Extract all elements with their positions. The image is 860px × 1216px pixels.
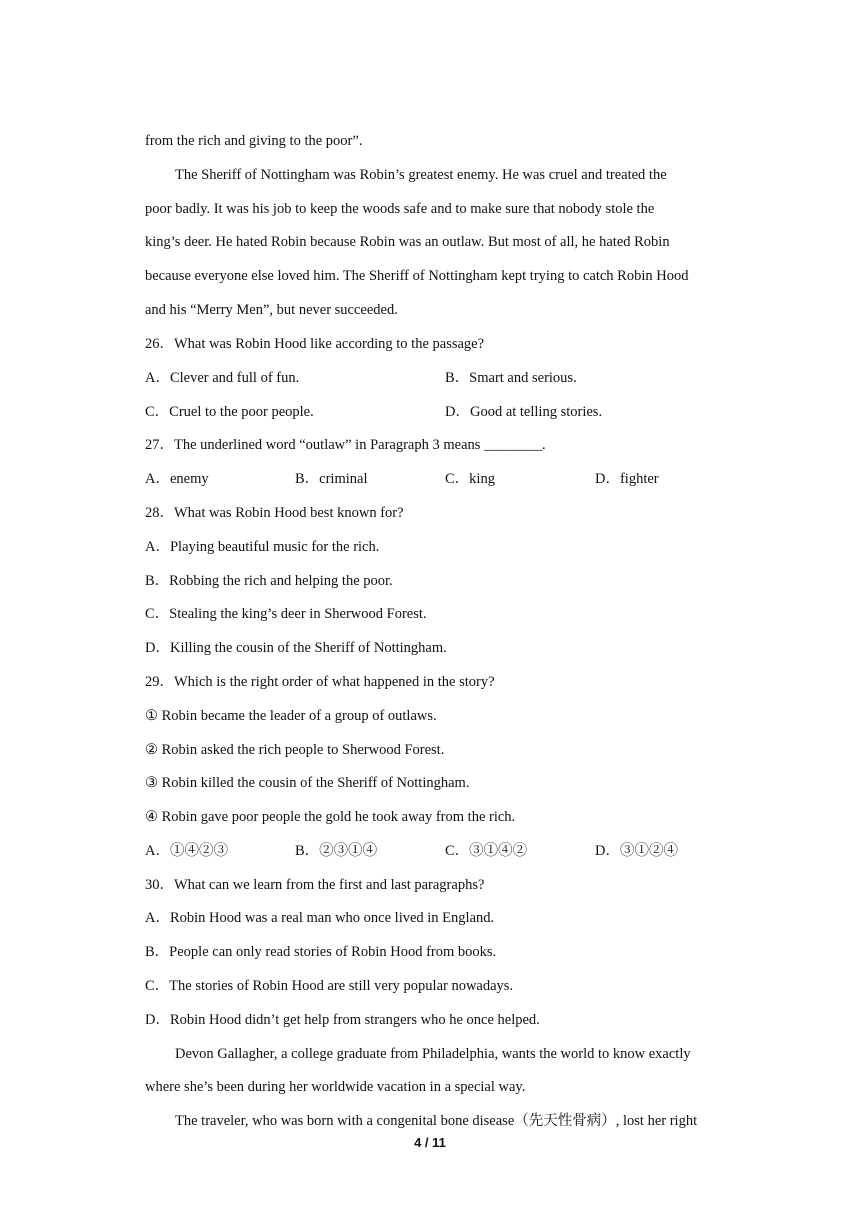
q27-option-b: B．criminal bbox=[295, 471, 368, 487]
q27-option-c: C．king bbox=[445, 471, 495, 487]
question-26-stem: 26．What was Robin Hood like according to the passage? bbox=[145, 336, 485, 352]
q29-event-2: ② Robin asked the rich people to Sherwood Forest. bbox=[145, 742, 445, 758]
q26-option-c: C．Cruel to the poor people. bbox=[145, 404, 314, 420]
paragraph-line: Devon Gallagher, a college graduate from Philadelphia, wants the world to know exactly bbox=[175, 1046, 691, 1062]
q30-option-a: A．Robin Hood was a real man who once lived in England. bbox=[145, 910, 495, 926]
q29-option-d: D．③①②④ bbox=[595, 843, 678, 859]
q30-option-d: D．Robin Hood didn’t get help from strangers who he once helped. bbox=[145, 1012, 540, 1028]
paragraph-line: The traveler, who was born with a congenital bone disease（先天性骨病）, lost her right bbox=[175, 1113, 698, 1129]
passage-continued-line: from the rich and giving to the poor”. bbox=[145, 133, 363, 149]
question-28-stem: 28．What was Robin Hood best known for? bbox=[145, 505, 404, 521]
q29-event-4: ④ Robin gave poor people the gold he took away from the rich. bbox=[145, 809, 516, 825]
q30-option-c: C．The stories of Robin Hood are still very popular nowadays. bbox=[145, 978, 514, 994]
q29-option-b: B．②③①④ bbox=[295, 843, 378, 859]
question-29-stem: 29．Which is the right order of what happened in the story? bbox=[145, 674, 495, 690]
paragraph-line: king’s deer. He hated Robin because Robin was an outlaw. But most of all, he hated Robin bbox=[145, 234, 670, 250]
question-30-stem: 30．What can we learn from the first and last paragraphs? bbox=[145, 877, 485, 893]
q30-option-b: B．People can only read stories of Robin Hood from books. bbox=[145, 944, 497, 960]
q29-event-3: ③ Robin killed the cousin of the Sheriff of Nottingham. bbox=[145, 775, 470, 791]
paragraph-line: because everyone else loved him. The Sheriff of Nottingham kept trying to catch Robin Hood bbox=[145, 268, 689, 284]
q26-option-b: B．Smart and serious. bbox=[445, 370, 577, 386]
paragraph-line: The Sheriff of Nottingham was Robin’s greatest enemy. He was cruel and treated the bbox=[175, 167, 667, 183]
paragraph-line: and his “Merry Men”, but never succeeded. bbox=[145, 302, 398, 318]
q29-event-1: ① Robin became the leader of a group of outlaws. bbox=[145, 708, 437, 724]
page-number: 4 / 11 bbox=[414, 1135, 446, 1150]
q27-option-a: A．enemy bbox=[145, 471, 209, 487]
paragraph-line: where she’s been during her worldwide vacation in a special way. bbox=[145, 1079, 526, 1095]
q29-option-a: A．①④②③ bbox=[145, 843, 228, 859]
question-27-stem: 27．The underlined word “outlaw” in Paragraph 3 means ________. bbox=[145, 437, 546, 453]
q27-option-d: D．fighter bbox=[595, 471, 659, 487]
q26-option-d: D．Good at telling stories. bbox=[445, 404, 603, 420]
paragraph-line: poor badly. It was his job to keep the woods safe and to make sure that nobody stole the bbox=[145, 201, 655, 217]
q28-option-c: C．Stealing the king’s deer in Sherwood Forest. bbox=[145, 606, 427, 622]
q28-option-d: D．Killing the cousin of the Sheriff of Nottingham. bbox=[145, 640, 447, 656]
q29-option-c: C．③①④② bbox=[445, 843, 528, 859]
q28-option-b: B．Robbing the rich and helping the poor. bbox=[145, 573, 393, 589]
q28-option-a: A．Playing beautiful music for the rich. bbox=[145, 539, 380, 555]
q26-option-a: A．Clever and full of fun. bbox=[145, 370, 300, 386]
